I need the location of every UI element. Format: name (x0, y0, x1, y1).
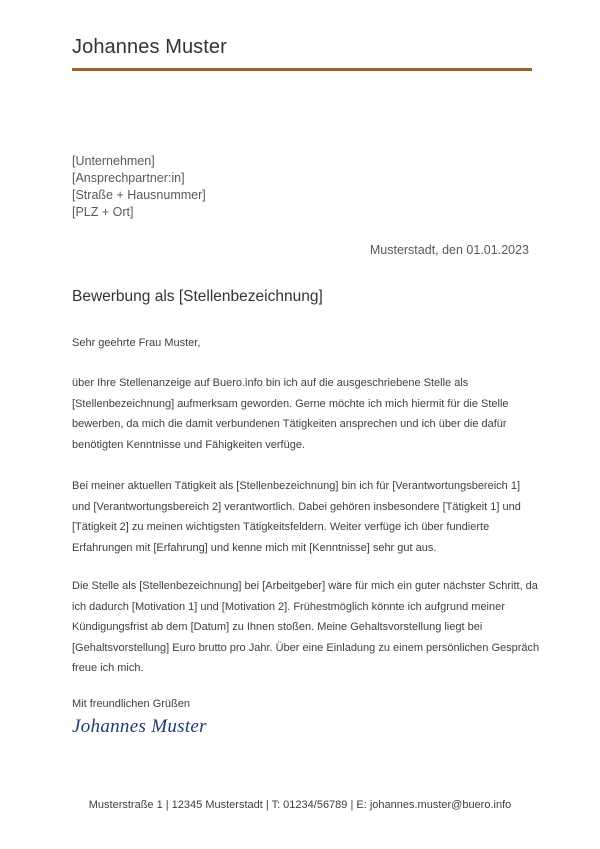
paragraph-line: bewerben, da mich die damit verbundenen Tätigkeiten ansprechen und ich über die dafür (72, 418, 507, 431)
paragraph-line: [Tätigkeit 2] zu meinen wichtigsten Tätigkeitsfeldern. Weiter verfüge ich über fundierte (72, 521, 490, 534)
recipient-city: [PLZ + Ort] (72, 205, 134, 219)
recipient-contact: [Ansprechpartner:in] (72, 171, 185, 185)
recipient-address-block (72, 153, 206, 221)
salutation: Sehr geehrte Frau Muster, (72, 337, 201, 349)
footer-contact-line: Musterstraße 1 | 12345 Musterstadt | T: 01234/56789 | E: johannes.muster@buero.info (88, 799, 512, 811)
body-paragraph-1 (72, 373, 532, 455)
paragraph-line: und [Verantwortungsbereich 2] verantwortlich. Dabei gehören insbesondere [Tätigkeit 1] und (72, 500, 521, 513)
recipient-company: [Unternehmen] (72, 154, 155, 168)
paragraph-line: über Ihre Stellenanzeige auf Buero.info bin ich auf die ausgeschriebene Stelle als (72, 377, 469, 389)
body-paragraph-3 (72, 576, 540, 679)
paragraph-line: Erfahrungen mit [Erfahrung] und kenne mich mit [Kenntnisse] sehr gut aus. (72, 541, 437, 554)
recipient-street: [Straße + Hausnummer] (72, 188, 206, 202)
closing-phrase: Mit freundlichen Grüßen (72, 698, 190, 710)
header-divider (72, 68, 532, 71)
paragraph-line: Bei meiner aktuellen Tätigkeit als [Stellenbezeichnung] bin ich für [Verantwortungsbereich 1] (72, 480, 521, 492)
paragraph-line: Kündigungsfrist ab dem [Datum] zu Ihnen stoßen. Meine Gehaltsvorstellung liegt bei (72, 621, 483, 634)
paragraph-line: [Stellenbezeichnung] aufmerksam geworden. Gerne möchte ich mich hiermit für die Stelle (72, 397, 509, 410)
sender-name-heading: Johannes Muster (72, 36, 227, 58)
paragraph-line: benötigten Kenntnisse und Fähigkeiten verfüge. (72, 438, 305, 451)
body-paragraph-2 (72, 476, 532, 558)
paragraph-line: Die Stelle als [Stellenbezeichnung] bei [Arbeitgeber] wäre für mich ein guter nächster Schritt, da (72, 580, 538, 592)
handwritten-signature: Johannes Muster (72, 716, 207, 737)
date-line: Musterstadt, den 01.01.2023 (369, 243, 529, 257)
paragraph-line: freue ich mich. (72, 662, 144, 675)
subject-line: Bewerbung als [Stellenbezeichnung] (72, 288, 323, 305)
paragraph-line: ich dadurch [Motivation 1] und [Motivation 2]. Frühestmöglich könnte ich aufgrund meiner (72, 600, 505, 613)
paragraph-line: [Gehaltsvorstellung] Euro brutto pro Jahr. Über eine Einladung zu einem persönlichen Gespräch (72, 641, 540, 654)
